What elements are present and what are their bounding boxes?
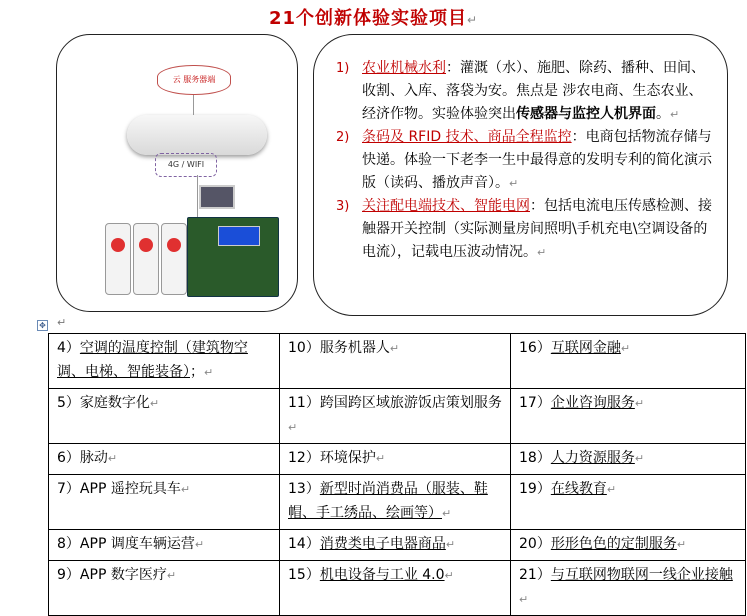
paragraph-mark-icon: ↵ [467, 13, 479, 27]
table-cell [280, 475, 511, 530]
cell-number: 12） [288, 450, 320, 466]
cell-number: 5） [57, 395, 80, 411]
phone-gauge-icon [139, 238, 153, 252]
cell-text: 在线教育 [550, 481, 607, 497]
projects-list [336, 57, 714, 264]
cell-text: 消费类电子电器商品 [319, 536, 446, 552]
table-row [49, 334, 746, 389]
projects-box [313, 34, 728, 316]
table-cell [511, 444, 746, 475]
cell-text: APP 遥控玩具车 [79, 481, 181, 497]
cell-text: 人力资源服务 [550, 450, 635, 466]
table-row [49, 444, 746, 475]
laptop-icon [199, 185, 235, 209]
cell-text: 互联网金融 [550, 340, 621, 356]
cell-text: 机电设备与工业 4.0 [319, 567, 445, 583]
table-cell [280, 389, 511, 444]
paragraph-mark-icon: ↵ [166, 569, 177, 582]
paragraph-mark-icon: ↵ [389, 342, 400, 355]
project-item [336, 57, 714, 126]
circuit-board-icon [187, 217, 279, 297]
connector-line [193, 93, 194, 115]
cell-text: APP 调度车辆运营 [79, 536, 195, 552]
cell-text: 形形色色的定制服务 [550, 536, 677, 552]
cell-number: 20） [519, 536, 551, 552]
cell-text: 企业咨询服务 [550, 395, 635, 411]
cell-number: 16） [519, 340, 551, 356]
cell-number: 18） [519, 450, 551, 466]
cell-text: 家庭数字化 [79, 395, 150, 411]
table-cell [49, 561, 280, 616]
cell-text: 环境保护 [319, 450, 376, 466]
cell-text: 空调的温度控制（建筑物空调、电梯、智能装备） [57, 340, 248, 380]
table-cell [49, 444, 280, 475]
project-highlight: 关注配电端技术、智能电网 [362, 198, 530, 214]
project-bold-text: 传感器与监控人机界面 [516, 106, 656, 122]
project-item [336, 195, 714, 264]
illustration-panel [56, 34, 298, 312]
project-number: 2) [336, 130, 350, 145]
phone-icon [161, 223, 187, 295]
phone-gauge-icon [111, 238, 125, 252]
table-cell [511, 475, 746, 530]
table-cell [511, 334, 746, 389]
cell-number: 15） [288, 567, 320, 583]
project-text [362, 195, 714, 264]
table-cell [280, 334, 511, 389]
project-text [362, 57, 714, 126]
paragraph-mark-icon: ↵ [288, 421, 298, 434]
cell-number: 6） [57, 450, 80, 466]
table-row [49, 530, 746, 561]
project-highlight: 条码及 RFID 技术、商品全程监控 [362, 129, 572, 145]
table-cell [511, 530, 746, 561]
cell-text: 服务机器人 [319, 340, 390, 356]
cell-text: 新型时尚消费品（服装、鞋帽、手工绣品、绘画等） [288, 481, 488, 521]
table-cell [280, 561, 511, 616]
cell-text: 脉动 [79, 450, 108, 466]
paragraph-mark-icon: ↵ [442, 507, 452, 520]
paragraph-mark-icon: ↵ [634, 397, 645, 410]
wifi-label: 4G / WIFI [167, 160, 205, 169]
table-cell [49, 389, 280, 444]
project-description-end: 。 [656, 106, 670, 122]
cell-text: 与互联网物联网一线企业接触 [550, 567, 733, 583]
cell-number: 7） [57, 481, 80, 497]
connector-line [197, 175, 198, 221]
cell-number: 21） [519, 567, 551, 583]
project-item [336, 126, 714, 195]
table-row [49, 475, 746, 530]
page-title [0, 4, 747, 30]
cell-number: 9） [57, 567, 80, 583]
wifi-label-box [155, 153, 217, 177]
cell-text: 跨国跨区域旅游饭店策划服务 [319, 395, 502, 411]
cell-number: 10） [288, 340, 320, 356]
projects-table [48, 333, 746, 616]
project-description: ：灌溉（水）、施肥、除药、播种、田间、收割、入库、落袋为安。焦点是 涉农电商、生态农业、经济作物。实验体验突出 [362, 60, 705, 122]
table-cell [280, 530, 511, 561]
paragraph-mark-icon: ↵ [676, 538, 687, 551]
project-description: ：电商包括物流存储与快递。体验一下老李一生中最得意的发明专利的简化演示版（读码、播放声音）。 [362, 129, 712, 191]
phone-icon [105, 223, 131, 295]
cell-number: 19） [519, 481, 551, 497]
paragraph-mark-icon: ↵ [57, 316, 67, 329]
table-row [49, 389, 746, 444]
cell-number: 8） [57, 536, 80, 552]
table-cell [49, 334, 280, 389]
table-cell [511, 389, 746, 444]
paragraph-mark-icon: ↵ [537, 246, 547, 259]
paragraph-mark-icon: ↵ [107, 452, 118, 465]
paragraph-mark-icon: ↵ [194, 538, 205, 551]
paragraph-mark-icon: ↵ [519, 593, 529, 606]
paragraph-mark-icon: ↵ [620, 342, 631, 355]
cell-text: APP 数字医疗 [79, 567, 167, 583]
phone-icon [133, 223, 159, 295]
project-number: 1) [336, 61, 350, 76]
cell-suffix: ； [190, 364, 204, 380]
cell-number: 13） [288, 481, 320, 497]
project-highlight: 农业机械水利 [362, 60, 446, 76]
table-cell [280, 444, 511, 475]
cell-number: 4） [57, 340, 80, 356]
project-description: ：包括电流电压传感检测、接触器开关控制（实际测量房间照明\手机充电\空调设备的电流），记载电压波动情况。 [362, 198, 712, 260]
cell-number: 17） [519, 395, 551, 411]
project-text [362, 126, 714, 195]
paragraph-mark-icon: ↵ [634, 452, 645, 465]
cloud-server-icon [157, 65, 231, 95]
table-move-handle-icon[interactable]: ✥ [37, 320, 48, 331]
paragraph-mark-icon: ↵ [375, 452, 386, 465]
table-row [49, 561, 746, 616]
paragraph-mark-icon: ↵ [444, 569, 454, 582]
paragraph-mark-icon: ↵ [204, 366, 214, 379]
project-number: 3) [336, 199, 350, 214]
cell-number: 11） [288, 395, 320, 411]
paragraph-mark-icon: ↵ [180, 483, 191, 496]
paragraph-mark-icon: ↵ [149, 397, 160, 410]
cloud-server-label: 云 服务器端 [172, 75, 216, 84]
paragraph-mark-icon: ↵ [509, 177, 519, 190]
paragraph-mark-icon: ↵ [445, 538, 456, 551]
page-title-text: 21个创新体验实验项目 [268, 8, 467, 29]
phone-start-icon [167, 238, 181, 252]
lcd-display-icon [218, 226, 260, 246]
table-cell [49, 530, 280, 561]
router-icon [127, 115, 267, 155]
table-cell [49, 475, 280, 530]
table-cell [511, 561, 746, 616]
paragraph-mark-icon: ↵ [670, 108, 680, 121]
paragraph-mark-icon: ↵ [606, 483, 617, 496]
cell-number: 14） [288, 536, 320, 552]
